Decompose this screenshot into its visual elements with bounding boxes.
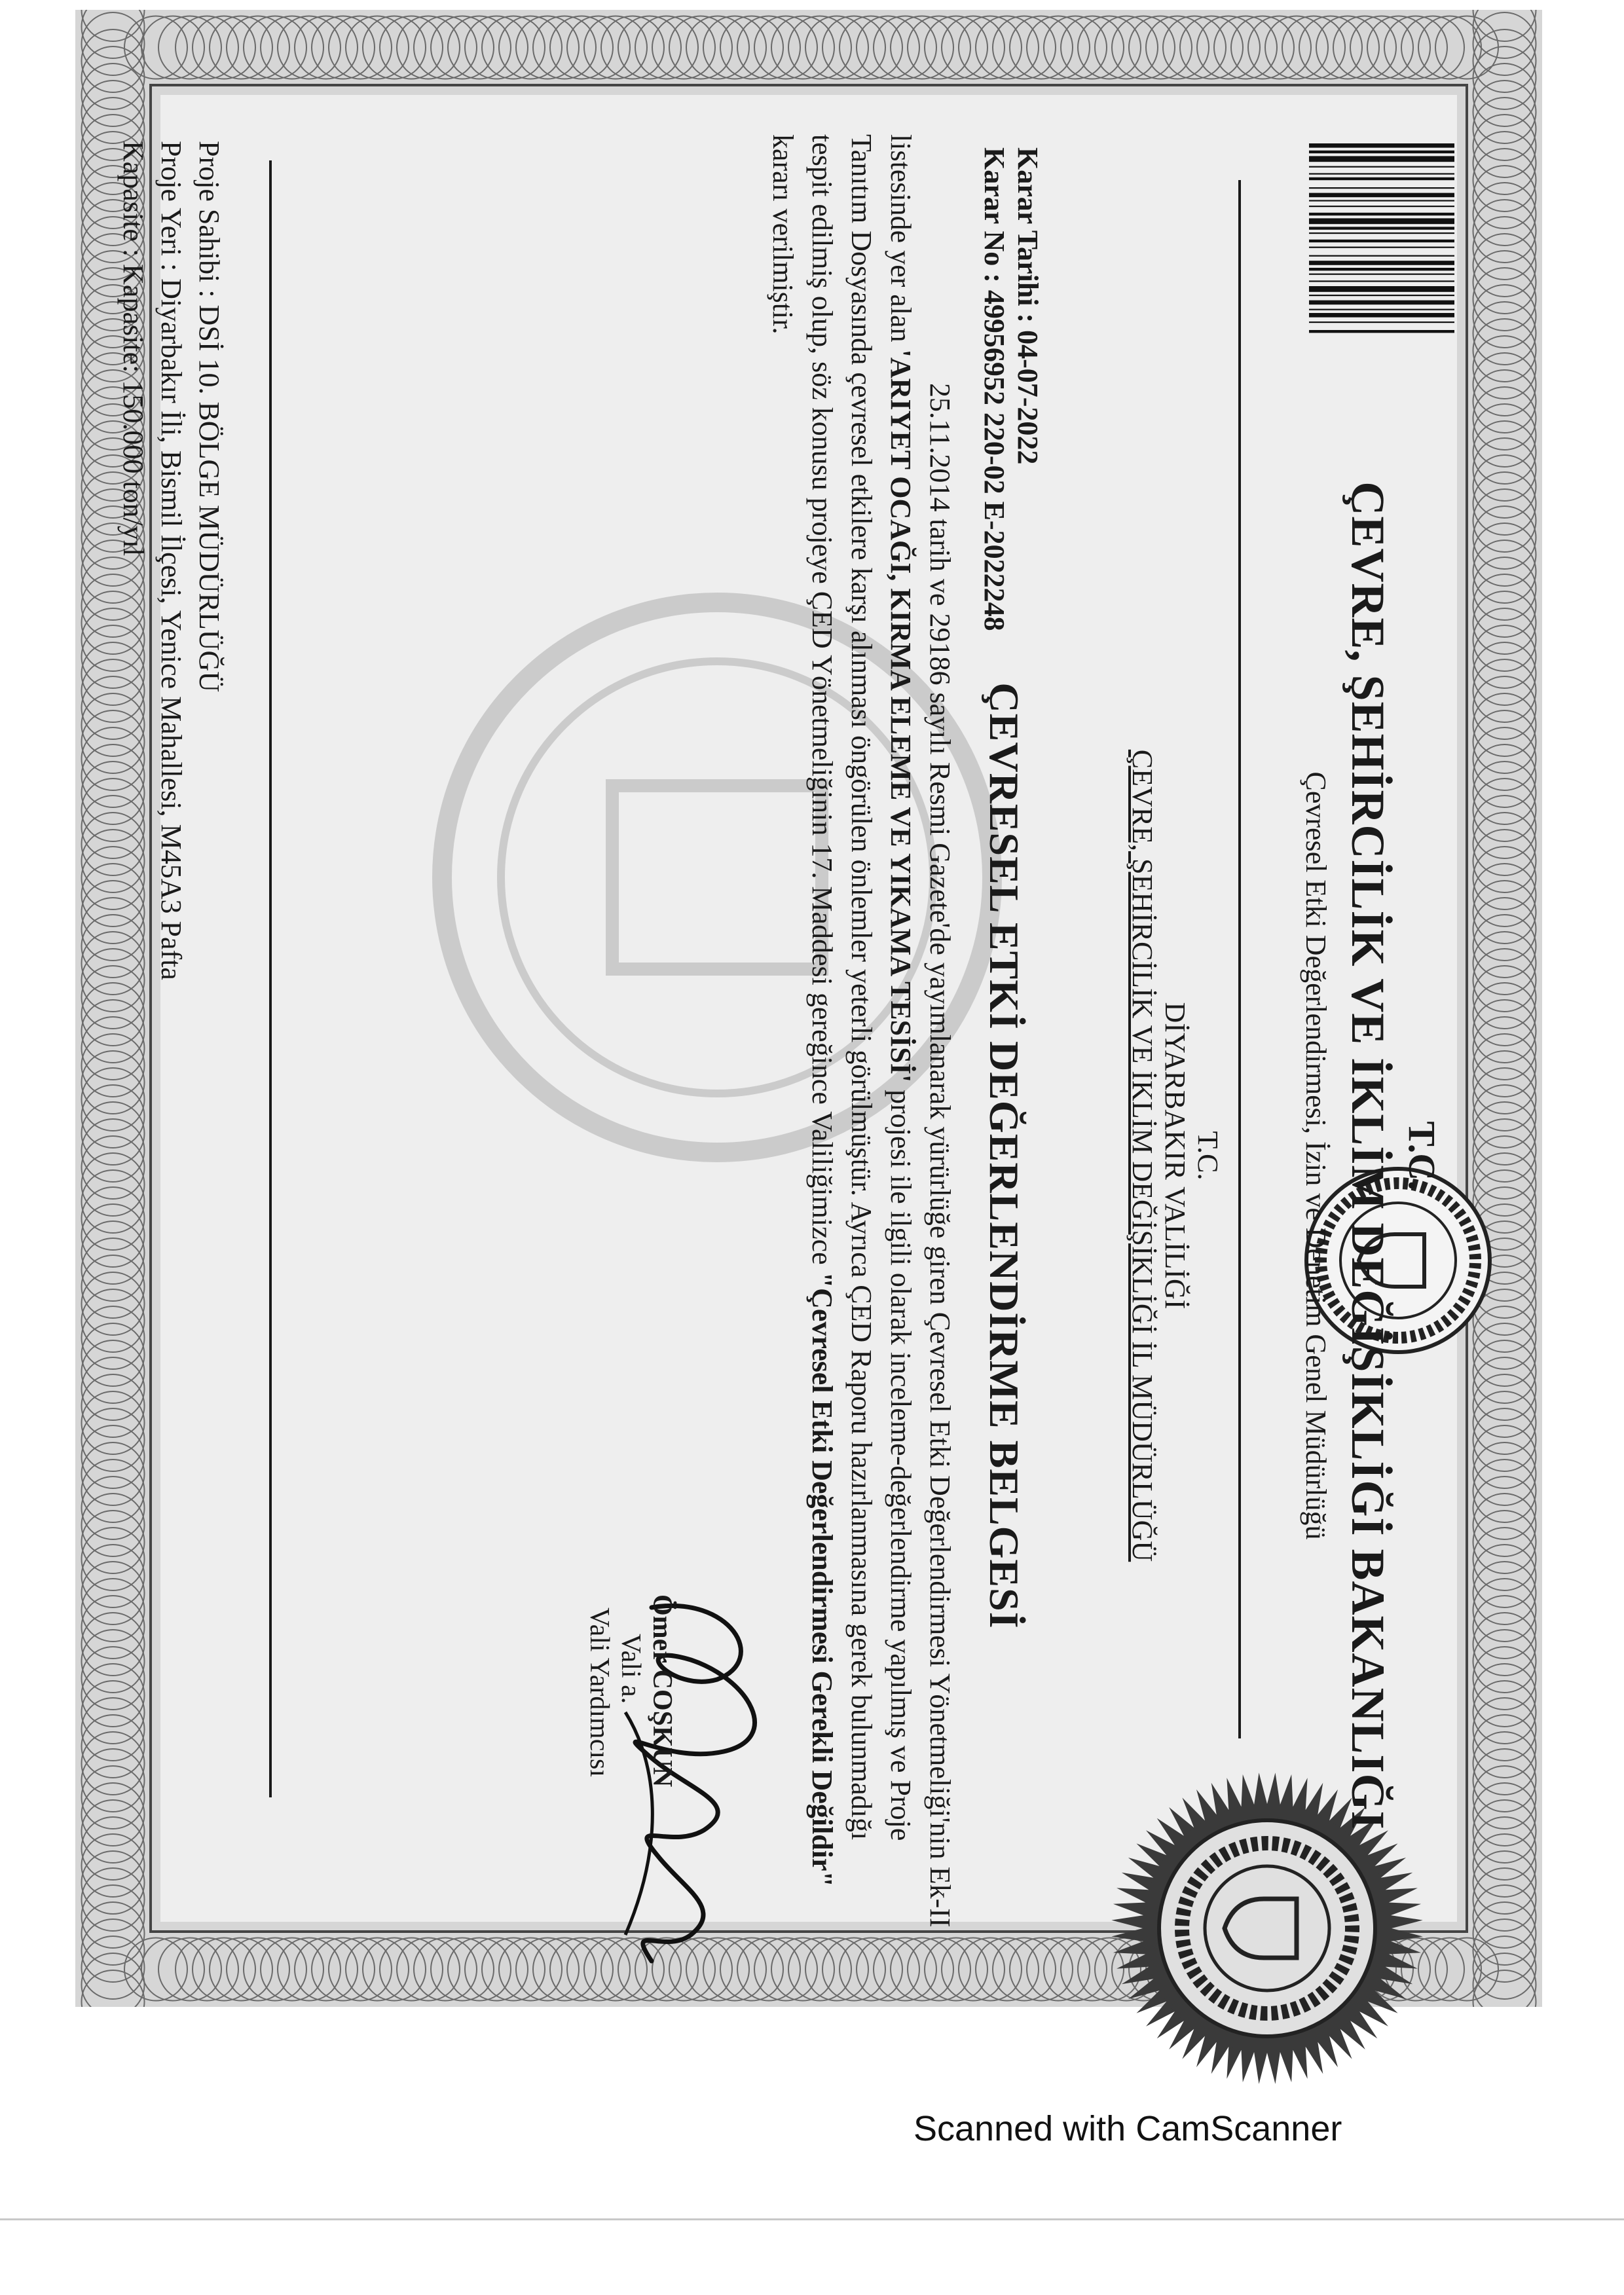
governorship: DİYARBAKIR VALİLİĞİ — [1159, 1002, 1191, 1310]
body-line — [881, 134, 920, 1928]
project-owner: Proje Sahibi : DSİ 10. BÖLGE MÜDÜRLÜĞÜ — [193, 141, 225, 693]
scan-edge-line — [0, 2218, 1624, 2220]
tc-heading: T.C. — [1401, 1121, 1443, 1190]
body-line: Tanıtım Dosyasında çevresel etkilere karşı alınması öngörülen önlemler yeterli görülmüştür. Ayrıca ÇED Raporu hazırlanmasına gerek bulunmadığı — [845, 134, 877, 1841]
barcode-icon — [1306, 141, 1457, 416]
signatory-title: Vali Yardımcısı — [584, 1607, 614, 1778]
decision-statement: "Çevresel Etki Değerlendirmesi Gerekli Değildir" — [806, 1272, 838, 1887]
provincial-directorate: ÇEVRE, ŞEHİRCİLİK VE İKLİM DEĞİŞİKLİĞİ İL MÜDÜRLÜĞÜ — [1126, 749, 1158, 1562]
project-name: 'ARIYET OCAĞI, KIRMA ELEME VE YIKAMA TESİSİ' — [885, 349, 917, 1083]
body-line: 25.11.2014 tarih ve 29186 sayılı Resmi Gazete'de yayımlanarak yürürlüğe giren Çevresel Etki Değerlendirmesi Yönetmeliği'nin Ek-II — [924, 383, 956, 1928]
decision-date: Karar Tarihi : 04-07-2022 — [1012, 147, 1044, 465]
body-line: kararı verilmiştir. — [767, 134, 799, 335]
general-directorate: Çevresel Etki Değerlendirmesi, İzin ve Denetim Genel Müdürlüğü — [1300, 771, 1332, 1540]
project-location: Proje Yeri : Diyarbakır İli, Bismil İlçesi, Yenice Mahallesi, M45A3 Pafta — [155, 141, 187, 980]
tc-subheading: T.C. — [1192, 1131, 1224, 1181]
body-text: projesi ile ilgili olarak inceleme-değerlendirme yapılmış ve Proje — [885, 1082, 917, 1841]
project-capacity: Kapasite : Kapasite: 150.000 ton/yıl — [117, 141, 149, 557]
certificate — [75, 10, 1542, 2007]
divider-bottom — [269, 160, 272, 1797]
scanner-watermark: Scanned with CamScanner — [913, 2109, 1342, 2148]
signatory-role: Vali a. — [616, 1634, 646, 1704]
body-text: listesinde yer alan — [885, 134, 917, 350]
divider-top — [1238, 180, 1241, 1738]
decision-number: Karar No : 49956952 220-02 E-2022248 — [978, 147, 1010, 631]
ministry-name: ÇEVRE, ŞEHİRCİLİK VE İKLİM DEĞİŞİKLİĞİ BAKANLIĞI — [1342, 481, 1394, 1830]
signatory-name: Ömer COŞKUN — [647, 1594, 677, 1788]
body-text: tespit edilmiş olup, söz konusu projeye ÇED Yönetmeliğinin 17. Maddesi gereğince Valiliğimizce — [806, 134, 838, 1272]
document-title: ÇEVRESEL ETKİ DEĞERLENDİRME BELGESİ — [981, 682, 1027, 1629]
